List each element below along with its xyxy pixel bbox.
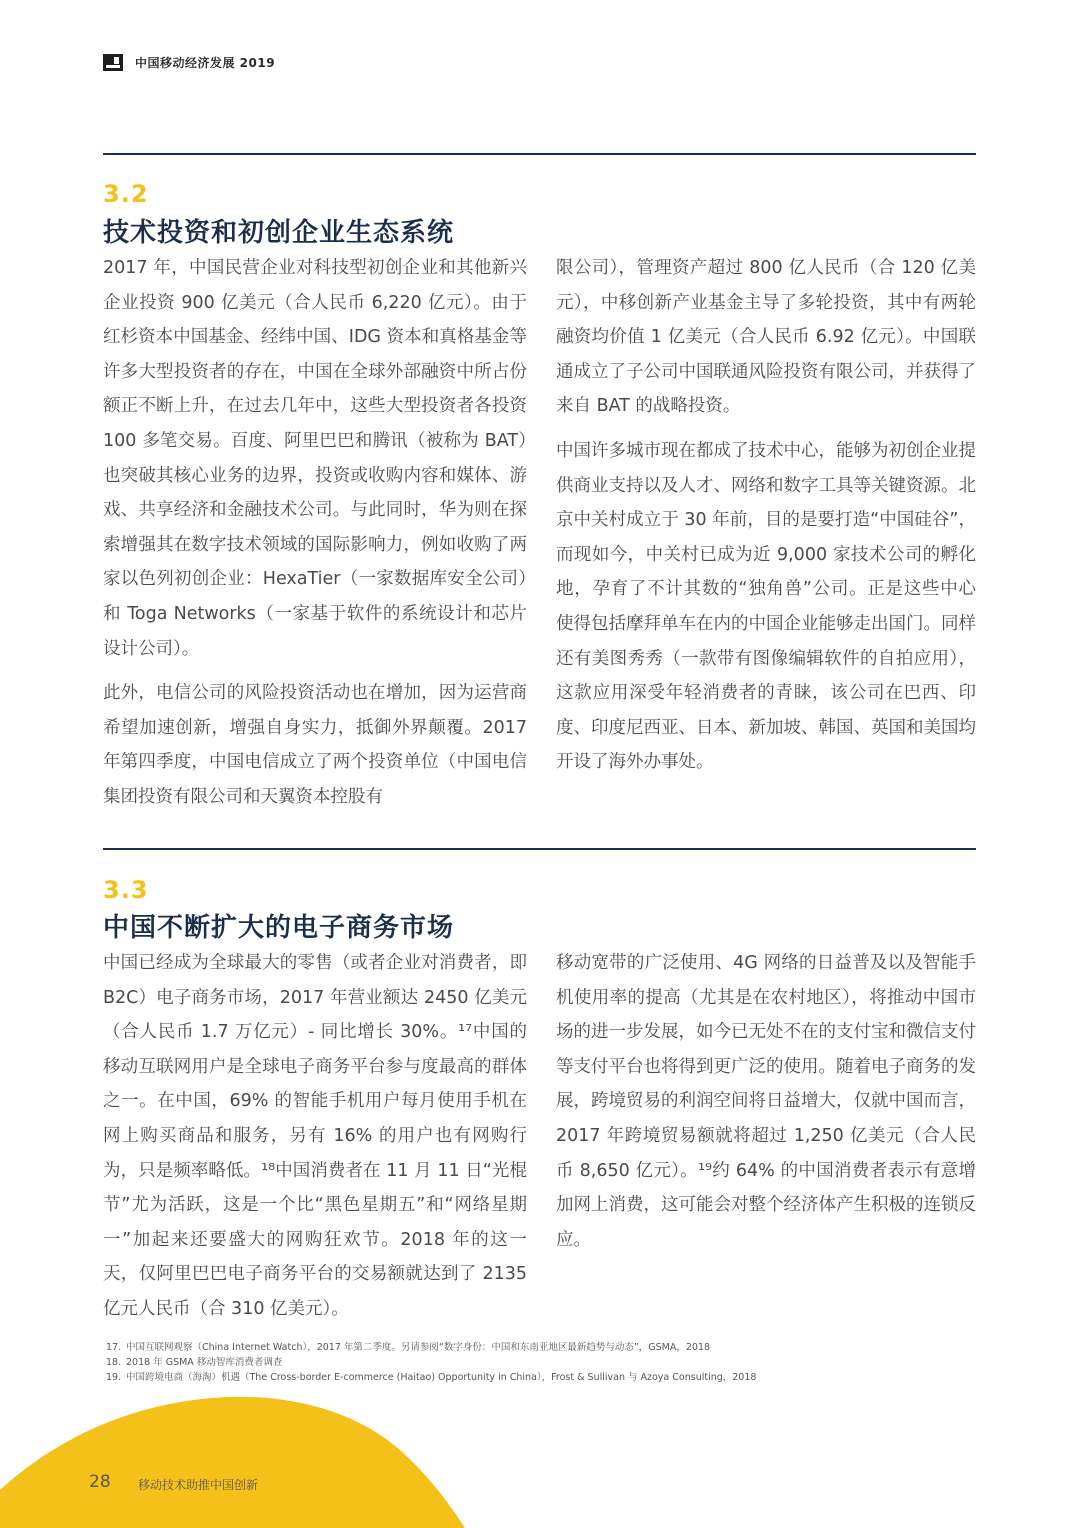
section-body-left [103, 946, 527, 1337]
section-divider [103, 153, 976, 155]
footnote-text: 2018 年 GSMA 移动智库消费者调查 [126, 1357, 283, 1368]
paragraph: 中国已经成为全球最大的零售（或者企业对消费者，即 B2C）电子商务市场，2017 年营业额达 2450 亿美元（合人民币 1.7 万亿元）- 同比增长 30%。¹⁷中国的移动互联网用户是全球电子商务平台参与度最高的群体之一。在中国，69% 的智能手机用户每月使用手机在网上购买商品和服务，另有 16% 的用户也有网购行为，只是频率略低。¹⁸中国消费者在 11 月 11 日“光棍节”尤为活跃，这是一个比“黑色星期五”和“网络星期一”加起来还要盛大的网购狂欢节。2018 年的这一天，仅阿里巴巴电子商务平台的交易额就达到了 2135 亿元人民币（合 310 亿美元）。 [103, 953, 527, 1319]
section-body-right [556, 946, 976, 1267]
section-title: 中国不断扩大的电子商务市场 [103, 913, 455, 943]
footnote-number: 19. [106, 1372, 122, 1383]
section-body-left [103, 251, 527, 825]
section-body-right [556, 251, 976, 790]
paragraph: 移动宽带的广泛使用、4G 网络的日益普及以及智能手机使用率的提高（尤其是在农村地区），将推动中国市场的进一步发展，如今已无处不在的支付宝和微信支付等支付平台也将得到更广泛的使用。随着电子商务的发展，跨境贸易的利润空间将日益增大，仅就中国而言，2017 年跨境贸易额就将超过 1,250 亿美元（合人民币 8,650 亿元）。¹⁹约 64% 的中国消费者表示有意增加网上消费，这可能会对整个经济体产生积极的连锁反应。 [556, 953, 976, 1250]
footnote [106, 1370, 976, 1385]
footer-title: 移动技术助推中国创新 [138, 1478, 259, 1492]
footnotes [106, 1340, 976, 1385]
paragraph: 此外，电信公司的风险投资活动也在增加，因为运营商希望加速创新，增强自身实力，抵御外界颠覆。2017 年第四季度，中国电信成立了两个投资单位（中国电信集团投资有限公司和天翼资本控股有 [103, 683, 527, 807]
footnote-number: 18. [106, 1357, 122, 1368]
footnote-text: 中国互联网观察（China Internet Watch），2017 年第二季度。另请参阅“数字身份：中国和东南亚地区最新趋势与动态”，GSMA，2018 [126, 1342, 711, 1353]
footnote-text: 中国跨境电商（海淘）机遇（The Cross-border E-commerce (Haitao) Opportunity in China），Frost & Sullivan 与 Azoya Consulting，2018 [126, 1372, 757, 1383]
header-title: 中国移动经济发展 2019 [135, 55, 276, 70]
paragraph: 中国许多城市现在都成了技术中心，能够为初创企业提供商业支持以及人才、网络和数字工具等关键资源。北京中关村成立于 30 年前，目的是要打造“中国硅谷”，而现如今，中关村已成为近 9,000 家技术公司的孵化地，孕育了不计其数的“独角兽”公司。正是这些中心使得包括摩拜单车在内的中国企业能够走出国门。同样还有美图秀秀（一款带有图像编辑软件的自拍应用），这款应用深受年轻消费者的青睐，该公司在巴西、印度、印度尼西亚、日本、新加坡、韩国、英国和美国均开设了海外办事处。 [556, 440, 976, 773]
footnote [106, 1355, 976, 1370]
section-number: 3.2 [103, 180, 149, 208]
paragraph: 限公司），管理资产超过 800 亿人民币（合 120 亿美元），中移创新产业基金主导了多轮投资，其中有两轮融资均价值 1 亿美元（合人民币 6.92 亿元）。中国联通成立了子公司中国联通风险投资有限公司，并获得了来自 BAT 的战略投资。 [556, 258, 976, 417]
section-title: 技术投资和初创企业生态系统 [103, 218, 455, 248]
gsma-logo-icon [103, 54, 123, 71]
footer-swoosh-shape [0, 1395, 480, 1528]
paragraph: 2017 年，中国民营企业对科技型初创企业和其他新兴企业投资 900 亿美元（合人民币 6,220 亿元）。由于红杉资本中国基金、经纬中国、IDG 资本和真格基金等许多大型投资者的存在，中国在全球外部融资中所占份额正不断上升，在过去几年中，这些大型投资者各投资 100 多笔交易。百度、阿里巴巴和腾讯（被称为 BAT）也突破其核心业务的边界，投资或收购内容和媒体、游戏、共享经济和金融技术公司。与此同时，华为则在探索增强其在数字技术领域的国际影响力，例如收购了两家以色列初创企业：HexaTier（一家数据库安全公司）和 Toga Networks（一家基于软件的系统设计和芯片设计公司）。 [103, 258, 527, 659]
footnote [106, 1340, 976, 1355]
page-number: 28 [89, 1472, 111, 1492]
page-header [103, 52, 275, 72]
section-number: 3.3 [103, 876, 149, 904]
footnote-number: 17. [106, 1342, 122, 1353]
section-divider [103, 848, 976, 850]
